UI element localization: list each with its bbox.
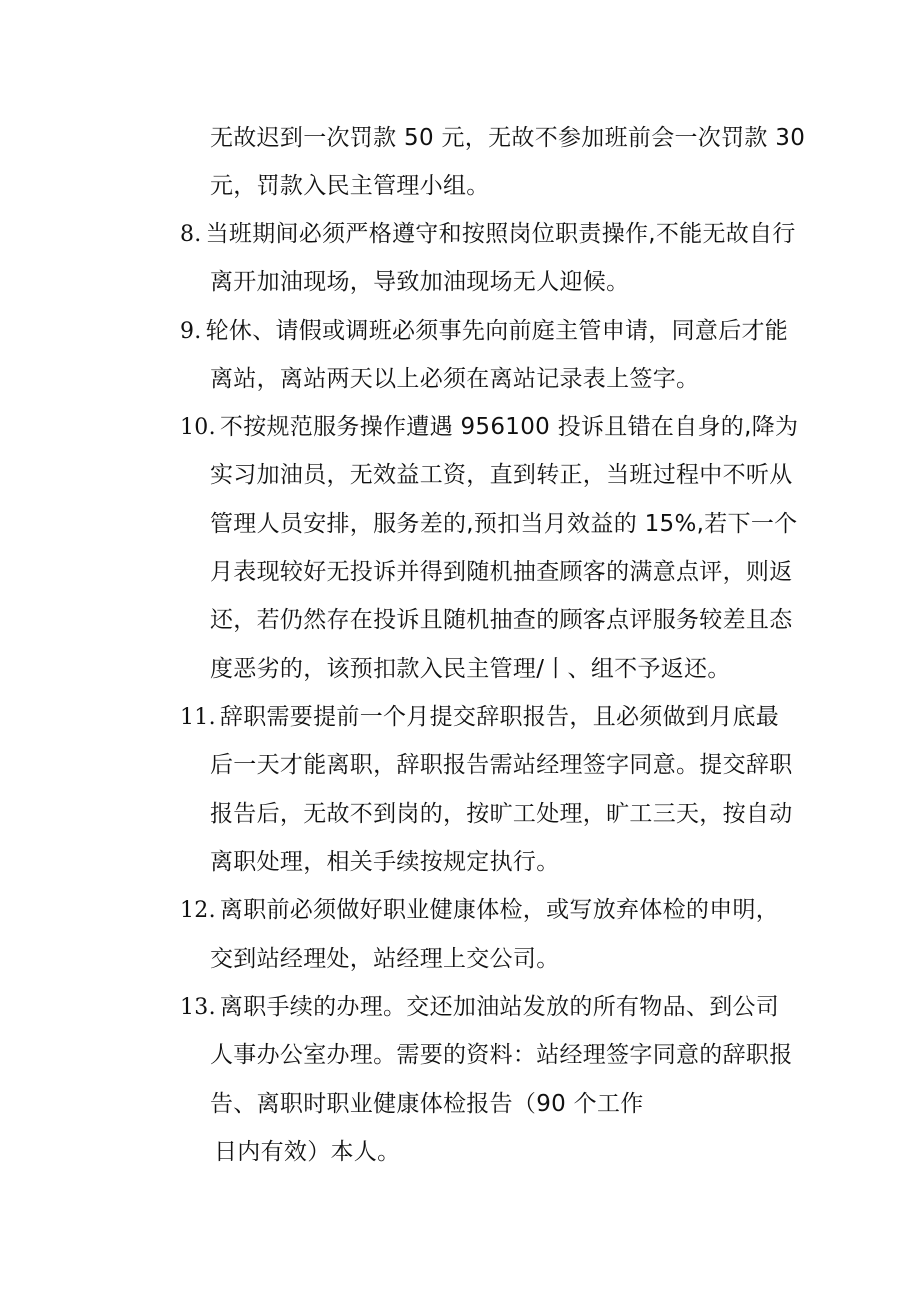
item-11-line-3: 报告后，无故不到岗的，按旷工处理，旷工三天，按自动 — [210, 801, 793, 827]
item-8-number: 8. — [180, 222, 202, 247]
item-11-text: 辞职需要提前一个月提交辞职报告，且必须做到月底最 — [219, 704, 780, 730]
item-9-line-1 — [180, 316, 788, 347]
item-10-line-3: 管理人员安排，服务差的,预扣当月效益的 15%,若下一个 — [210, 511, 798, 537]
item-10-line-4: 月表现较好无投诉并得到随机抽查顾客的满意点评，则返 — [210, 559, 793, 585]
item-10-text: 不按规范服务操作遭遇 956100 投诉且错在自身的,降为 — [219, 414, 799, 440]
item-10-line-6: 度恶劣的，该预扣款入民主管理/丨、组不予返还。 — [210, 656, 731, 682]
item-12-line-1 — [180, 895, 779, 926]
item-12-text: 离职前必须做好职业健康体检，或写放弃体检的申明， — [219, 897, 780, 923]
item-13-line-3: 告、离职时职业健康体检报告（90 个工作 — [210, 1091, 644, 1117]
item-11-number: 11. — [180, 705, 216, 730]
item-12-number: 12. — [180, 898, 216, 923]
item-13-number: 13. — [180, 995, 216, 1020]
item-8-text: 当班期间必须严格遵守和按照岗位职责操作,不能无故自行 — [205, 221, 796, 247]
item-10-line-5: 还，若仍然存在投诉且随机抽查的顾客点评服务较差且态 — [210, 607, 793, 633]
item-13-line-2: 人事办公室办理。需要的资料：站经理签字同意的辞职报 — [210, 1042, 793, 1068]
item-8-line-1 — [180, 219, 796, 250]
intro-line-2: 元，罚款入民主管理小组。 — [210, 173, 490, 199]
item-11-line-1 — [180, 702, 779, 733]
intro-line-1: 无故迟到一次罚款 50 元，无故不参加班前会一次罚款 30 — [210, 125, 806, 151]
item-13-line-1 — [180, 992, 779, 1023]
item-8-line-2: 离开加油现场，导致加油现场无人迎候。 — [210, 269, 630, 295]
item-10-number: 10. — [180, 415, 216, 440]
item-9-text: 轮休、请假或调班必须事先向前庭主管申请，同意后才能 — [205, 318, 789, 344]
item-13-line-4: 日内有效）本人。 — [214, 1139, 401, 1165]
item-10-line-2: 实习加油员，无效益工资，直到转正，当班过程中不听从 — [210, 462, 793, 488]
item-9-number: 9. — [180, 319, 202, 344]
item-11-line-2: 后一天才能离职，辞职报告需站经理签字同意。提交辞职 — [210, 752, 793, 778]
item-9-line-2: 离站，离站两天以上必须在离站记录表上签字。 — [210, 366, 700, 392]
item-11-line-4: 离职处理，相关手续按规定执行。 — [210, 849, 560, 875]
item-12-line-2: 交到站经理处，站经理上交公司。 — [210, 946, 560, 972]
item-10-line-1 — [180, 412, 798, 443]
item-13-text: 离职手续的办理。交还加油站发放的所有物品、到公司 — [219, 994, 780, 1020]
